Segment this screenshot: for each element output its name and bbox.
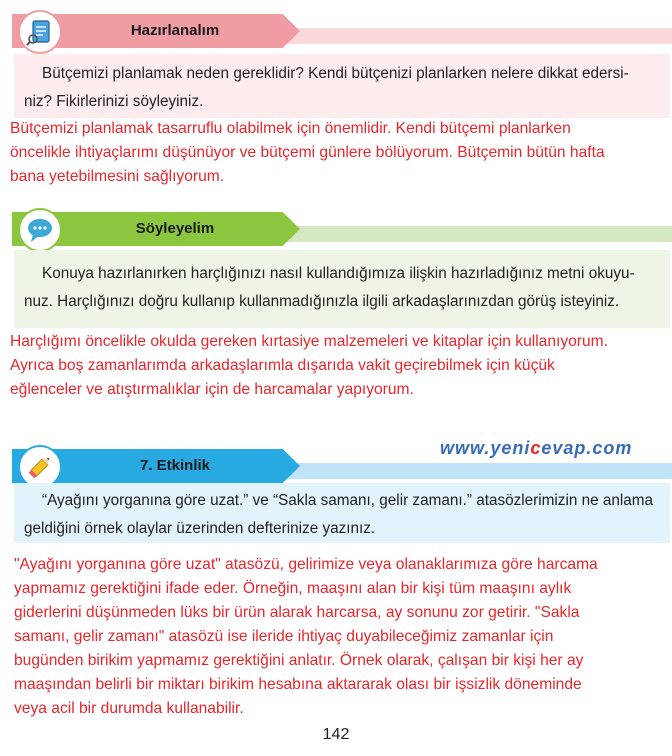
- question-box: [14, 483, 670, 543]
- section-title: 7. Etkinlik: [139, 457, 211, 474]
- section-header: [0, 449, 672, 483]
- question-line: “Ayağını yorganına göre uzat.” ve “Sakla samanı, gelir zamanı.” atasözlerimizin ne anlama: [42, 492, 654, 509]
- question-line: Konuya hazırlanırken harçlığınızı nasıl kullandığımıza ilişkin hazırladığınız metni okuyu-: [42, 265, 635, 282]
- question-box: [14, 54, 670, 118]
- answer-line: öncelikle ihtiyaçlarımı düşünüyor ve bütçemi günlere bölüyorum. Bütçemin bütün hafta: [10, 144, 605, 161]
- answer-text: [10, 330, 664, 402]
- section-etkinlik: [0, 449, 672, 717]
- section-title: Hazırlanalım: [130, 22, 220, 39]
- answer-line: Bütçemizi planlamak tasarruflu olabilmek için önemlidir. Kendi bütçemi planlarken: [10, 120, 571, 137]
- site-watermark: www.yenicevap.com: [440, 438, 633, 458]
- section-hazirlanalim: [0, 14, 672, 185]
- answer-text: [14, 553, 664, 721]
- answer-line: bugünden birikim yapmamız gerektiğini anlatır. Örnek olarak, çalışan bir kişi her ay: [14, 652, 584, 669]
- section-title: Söyleyelim: [135, 220, 215, 237]
- section-soyleyelim: [0, 212, 672, 398]
- speech-bubble-icon: [18, 208, 62, 252]
- header-bar: [286, 463, 672, 479]
- answer-text: [10, 117, 664, 189]
- header-bar: [286, 28, 672, 44]
- answer-line: Ayrıca boş zamanlarımda arkadaşlarımla dışarıda vakit geçirebilmek için küçük: [10, 357, 555, 374]
- answer-line: giderlerini düşünmeden lüks bir ürün alarak harcarsa, ay sonunu zor getirir. "Sakla: [14, 604, 580, 621]
- answer-line: Harçlığımı öncelikle okulda gereken kırtasiye malzemeleri ve kitaplar için kullanıyorum.: [10, 333, 608, 350]
- question-line: geldiğini örnek olaylar üzerinden defterinize yazınız.: [24, 520, 376, 537]
- section-header: [0, 212, 672, 246]
- notebook-icon: [18, 10, 62, 54]
- answer-line: maaşından belirli bir miktarı birikim hesabına aktararak olası bir işsizlik döneminde: [14, 676, 582, 693]
- header-bar: [286, 226, 672, 242]
- answer-line: veya acil bir durumda kullanabilir.: [14, 700, 244, 717]
- answer-line: eğlenceler ve atıştırmalıklar için de harcamalar yapıyorum.: [10, 381, 414, 398]
- answer-line: bana yetebilmesini sağlıyorum.: [10, 168, 225, 185]
- page-number: 142: [322, 726, 350, 743]
- section-header: [0, 14, 672, 48]
- answer-line: yapmamız gerektiğini ifade eder. Örneğin, maaşını alan bir kişi tüm maaşını aylık: [14, 580, 572, 597]
- question-line: nuz. Harçlığınızı doğru kullanıp kullanmadığınızla ilgili arkadaşlarınızdan görüş isteyiniz.: [24, 293, 620, 310]
- question-line: niz? Fikirlerinizi söyleyiniz.: [24, 93, 204, 110]
- question-box: [14, 250, 670, 328]
- answer-line: "Ayağını yorganına göre uzat" atasözü, gelirimize veya olanaklarımıza göre harcama: [14, 556, 598, 573]
- answer-line: samanı, gelir zamanı" atasözü ise ileride ihtiyaç duyabileceğimiz zamanlar için: [14, 628, 554, 645]
- question-line: Bütçemizi planlamak neden gereklidir? Kendi bütçenizi planlarken nelere dikkat edersi-: [42, 65, 629, 82]
